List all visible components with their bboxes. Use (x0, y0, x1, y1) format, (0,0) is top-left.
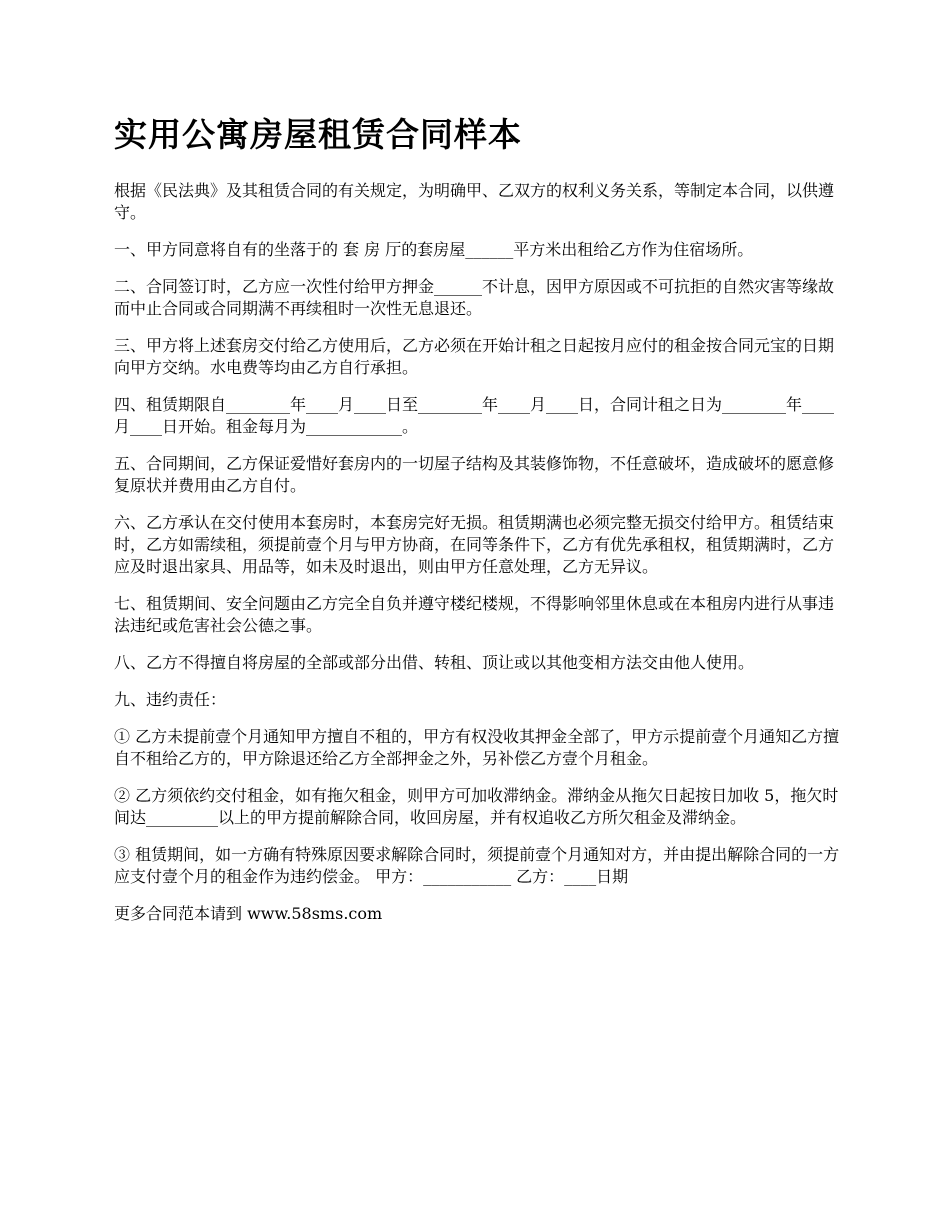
clause-4: 四、租赁期限自________年____月____日至________年____月____日，合同计租之日为________年____月____日开始。租金每月为____________。 (114, 395, 835, 436)
clause-8: 八、乙方不得擅自将房屋的全部或部分出借、转租、顶让或以其他变相方法交由他人使用。 (114, 653, 755, 672)
intro-paragraph: 根据《民法典》及其租赁合同的有关规定，为明确甲、乙双方的权利义务关系，等制定本合同，以供遵守。 (114, 181, 835, 222)
clause-2: 二、合同签订时，乙方应一次性付给甲方押金______不计息，因甲方原因或不可抗拒的自然灾害等缘故而中止合同或合同期满不再续租时一次性无息退还。 (114, 277, 835, 318)
breach-item-1: ① 乙方未提前壹个月通知甲方擅自不租的，甲方有权没收其押金全部了，甲方示提前壹个月通知乙方擅自不租给乙方的，甲方除退还给乙方全部押金之外，另补偿乙方壹个月租金。 (114, 727, 840, 768)
page-title: 实用公寓房屋租赁合同样本 (114, 115, 522, 154)
clause-9-heading: 九、违约责任： (114, 690, 227, 709)
clause-1: 一、甲方同意将自有的坐落于的 套 房 厅的套房屋______平方米出租给乙方作为住宿场所。 (114, 240, 754, 259)
document-page (114, 110, 844, 925)
clause-5: 五、合同期间，乙方保证爱惜好套房内的一切屋子结构及其装修饰物，不任意破坏，造成破坏的愿意修复原状并费用由乙方自付。 (114, 454, 835, 495)
clause-7: 七、租赁期间、安全问题由乙方完全自负并遵守楼纪楼规，不得影响邻里休息或在本租房内进行从事违法违纪或危害社会公德之事。 (114, 594, 835, 635)
clause-6: 六、乙方承认在交付使用本套房时，本套房完好无损。租赁期满也必须完整无损交付给甲方。租赁结束时，乙方如需续租，须提前壹个月与甲方协商，在同等条件下，乙方有优先承租权，租赁期满时，乙方 应及时退出家具、用品等，如未及时退出，则由甲方任意处理，乙方无异议。 (114, 513, 835, 576)
breach-item-2: ② 乙方须依约交付租金，如有拖欠租金，则甲方可加收滞纳金。滞纳金从拖欠日起按日加收 5，拖欠时间达_________以上的甲方提前解除合同，收回房屋，并有权追收乙方所欠租金及滞纳金。 (114, 786, 839, 827)
clause-3: 三、甲方将上述套房交付给乙方使用后，乙方必须在开始计租之日起按月应付的租金按合同元宝的日期向甲方交纳。水电费等均由乙方自行承担。 (114, 336, 835, 377)
breach-item-3: ③ 租赁期间，如一方确有特殊原因要求解除合同时，须提前壹个月通知对方，并由提出解除合同的一方应支付壹个月的租金作为违约偿金。 甲方：___________ 乙方：____日期 (114, 845, 840, 886)
footer-link-text: 更多合同范本请到 www.58sms.com (114, 904, 383, 923)
